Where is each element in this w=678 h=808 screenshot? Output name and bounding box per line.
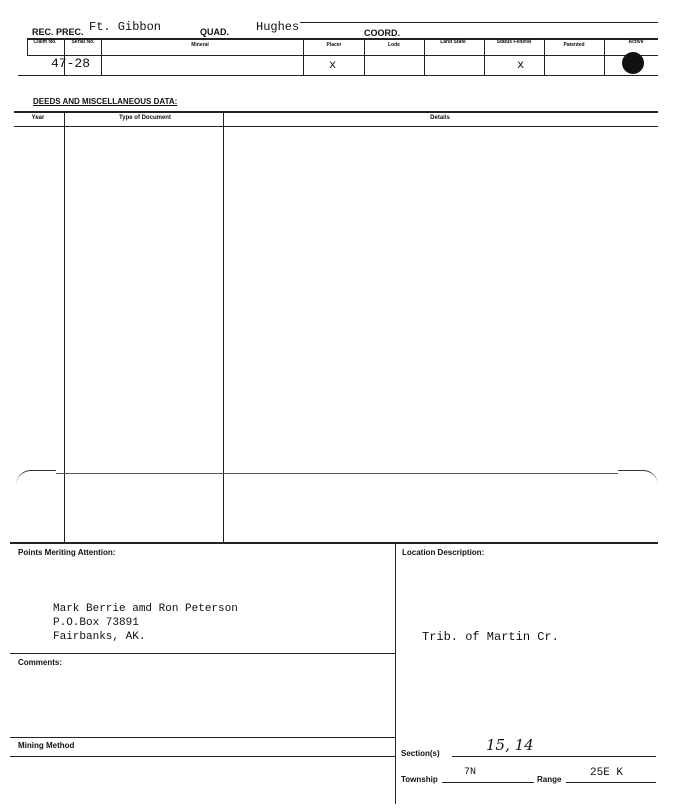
comments-rule: [10, 653, 395, 654]
comments-label: Comments:: [18, 658, 63, 667]
col-status-federal: Status Federal: [496, 39, 532, 45]
left-bracket-mark: [16, 470, 56, 485]
ink-blot-mark: [622, 52, 644, 74]
col-active: Active: [628, 39, 644, 45]
range-value: 25E K: [590, 767, 624, 779]
mining-method-label: Mining Method: [18, 741, 75, 750]
col-claim-no: Claim No.: [33, 39, 57, 45]
quad-label: QUAD.: [200, 27, 229, 37]
township-line: [442, 782, 534, 783]
col-patented: Patented: [563, 42, 585, 48]
township-value: 7N: [464, 767, 477, 778]
right-bracket-mark: [618, 470, 658, 485]
section-value: 15, 14: [486, 736, 534, 754]
rec-prec-label: REC. PREC.: [32, 27, 84, 37]
col-land-state: Land State: [440, 39, 466, 45]
deeds-title: DEEDS AND MISCELLANEOUS DATA:: [33, 97, 178, 106]
section-line: [452, 756, 656, 757]
col-placer: Placer: [326, 42, 342, 48]
township-label: Township: [401, 775, 438, 784]
header-top-rule: [300, 22, 658, 23]
section-label: Section(s): [401, 749, 440, 758]
points-line-name: Mark Berrie amd Ron Peterson: [53, 603, 238, 615]
col-mineral: Mineral: [191, 42, 209, 48]
col-type-of-document: Type of Document: [119, 115, 171, 121]
points-label: Points Meriting Attention:: [18, 548, 116, 557]
range-line: [566, 782, 656, 783]
col-details: Details: [430, 115, 450, 121]
lower-divider: [395, 542, 396, 804]
points-address: [53, 602, 238, 644]
mining-method-rule-top: [10, 737, 395, 738]
col-lode: Lode: [388, 42, 400, 48]
coord-label: COORD.: [364, 28, 400, 38]
rec-prec-value: Ft. Gibbon: [89, 20, 162, 34]
location-value: Trib. of Martin Cr.: [422, 630, 559, 644]
mining-method-rule-bottom: [10, 756, 395, 757]
status-federal-mark: x: [517, 58, 525, 72]
location-label: Location Description:: [402, 548, 485, 557]
points-line-city: Fairbanks, AK.: [53, 631, 146, 643]
placer-mark: x: [329, 58, 337, 72]
range-label: Range: [537, 775, 562, 784]
col-year: Year: [31, 115, 45, 121]
quad-value: Hughes: [256, 20, 300, 34]
claim-no-value: 47-28: [51, 56, 91, 71]
col-serial-no: Serial No.: [71, 39, 95, 45]
points-line-box: P.O.Box 73891: [53, 617, 139, 629]
